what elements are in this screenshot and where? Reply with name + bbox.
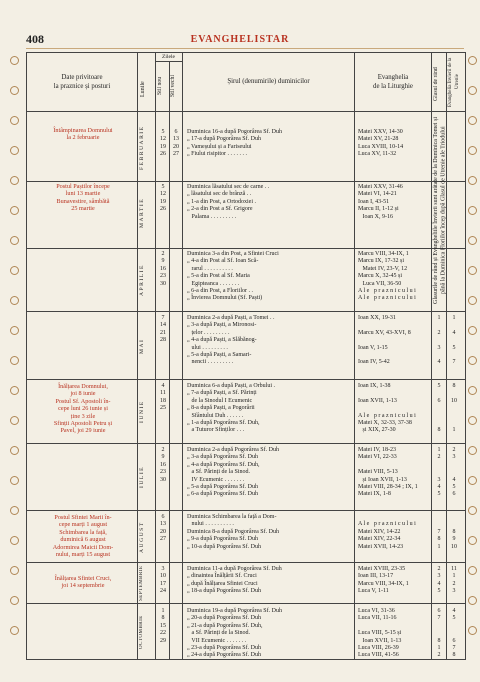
border-ornament-dot [10,596,19,605]
glas-may: 1 2 3 4 [437,315,441,366]
border-ornament-dot [468,86,477,95]
border-ornament-dot [10,236,19,245]
border-ornament-dot [468,416,477,425]
gospels-october: Luca VI, 31-36 Luca VII, 11-16 Luca VIII, 5-15 și Ioan XVII, 1-13 Luca VIII, 26-39 Luca VIII, 41-56 [358,608,402,659]
border-ornament-dot [468,596,477,605]
header-month: Lunile [140,81,146,97]
month-february: FEBRUARIE [139,125,145,171]
border-ornament-dot [10,446,19,455]
gospels-september: Matei XVIII, 23-35 Ioan III, 13-17 Marcu VIII, 34-IX, 1 Luca V, 1-11 [358,566,409,595]
border-ornament-dot [468,296,477,305]
border-ornament-dot [10,176,19,185]
feast-august: Postul Sfintei Marii în- cepe marți 1 august Schimbarea la față, duminică 6 august Adormirea Maicii Dom- nului, marți 15 august [52,514,114,559]
border-ornament-dot [468,626,477,635]
days-new-september: 3 10 17 24 [160,566,166,595]
border-ornament-dot [10,386,19,395]
border-ornament-dot [10,536,19,545]
gospels-july: Matei IV, 18-23 Matei VI, 22-33 Matei VIII, 5-13 și Ioan XVII, 1-13 Matei VIII, 28-34 ; IX, 1 Matei IX, 1-8 [358,447,418,498]
header-zilele: Zilele [161,54,176,60]
border-ornament-dot [468,56,477,65]
month-october: OCTOMBRIE [139,615,144,649]
calendar-table [26,52,466,660]
border-ornament-dot [468,326,477,335]
border-ornament-dot [10,116,19,125]
header-rule [26,48,464,49]
voscr-july: 2 3 4 5 6 [452,447,456,498]
header-bottom-rule [27,111,465,112]
border-ornament-dot [10,476,19,485]
sundays-september: Duminica 11-a după Pogorârea Sf. Duh „ dinaintea Înălțării Sf. Cruci „ după Înălțarea Sfintei Cruci „ 18-a după Pogorârea Sf. Duh [187,566,282,595]
voscr-may: 1 4 5 7 [452,315,456,366]
border-ornament-dot [10,206,19,215]
border-ornament-dot [468,176,477,185]
sep-4 [27,379,465,380]
page-number: 408 [26,32,44,46]
sep-8 [27,603,465,604]
border-ornament-dot [10,416,19,425]
border-ornament-dot [10,296,19,305]
gospels-february: Matei XXV, 14-30 Matei XV, 21-28 Luca XVIII, 10-14 Luca XV, 11-32 [358,129,404,158]
sundays-june: Duminica 6-a după Paști, a Orbului . „ 7-a după Paști, a Sf. Părinți de la Sinodul I Ecumenic „ 8-a după Paști, a Pogorârii Sfântului Duh . . . . . . „ 1-a după Pogorârea Sf. Duh, a Tuturor Sfinților . . . [187,383,275,434]
voscr-june: 8 10 1 [451,383,457,434]
border-ornament-dot [10,566,19,575]
sundays-august: Duminica Schimbarea la față a Dom- nului . . . . . . . . . . Duminica 8-a după Pogorârea Sf. Duh „ 9-a după Pogorârea Sf. Duh „ 10-a după Pogorârea Sf. Duh [187,514,279,550]
border-ornament-dot [10,146,19,155]
running-head: EVANGHELISTAR [190,34,290,45]
border-ornament-dot [468,476,477,485]
header-gospels: Evanghelia de la Liturghie [373,74,413,90]
gospels-august: A l e p r a z n i c u l u i Matei XIV, 14-22 Matei XIV, 22-34 Matei XVII, 14-23 [358,521,416,550]
border-ornament-dot [10,356,19,365]
header-stil-nou: Stil nou [157,76,163,96]
border-ornament-dot [468,116,477,125]
border-ornament-dot [468,566,477,575]
glas-august: 7 8 1 [437,528,441,550]
border-ornament-dot [10,86,19,95]
voscr-august: 8 9 10 [451,528,457,550]
border-ornament-dot [468,236,477,245]
divider-month [155,53,156,659]
sundays-may: Duminica 2-a după Paști, a Tomei . . „ 3-a după Paști, a Mironosi- țelor . . . . . . . . . „ 4-a după Paști, a Slăbănog- ului . . . . . . . . . „ 5-a după Paști, a Samari- nencii . . . . . . . . . [187,315,275,366]
gospels-may: Ioan XX, 19-31 Marcu XV, 43-XVI, 8 Ioan V, 1-15 Ioan IV, 5-42 [358,315,411,366]
voscr-october: 4 5 6 7 8 [452,608,456,659]
right-border-ornament [464,48,480,660]
month-june: IUNIE [139,400,145,424]
header-feasts: Date privitoare la praznice și posturi [53,74,111,90]
header-stil-vechi: Stil vechi [170,74,176,98]
month-september: SEPTEMBRIE [139,565,144,601]
days-old-february: 6 13 20 27 [173,129,179,158]
days-new-july: 2 9 16 23 30 [160,447,166,483]
left-border-ornament [6,48,22,660]
month-may: MAI [139,338,145,354]
border-ornament-dot [10,56,19,65]
sundays-april: Duminica 3-a din Post, a Sfintei Cruci „ 4-a din Post al Sf. Ioan Scă- rarul . . . . . . . . . . „ 5-a din Post al Sf. Maria Egipteanca . . . . . . . „ 6-a din Post, a Floriilor . . „ Învierea Domnului (Sf. Paști) [187,251,279,302]
sep-7 [27,562,465,563]
days-new-june: 4 11 18 25 [160,383,166,412]
feast-september: Înălțarea Sfintei Cruci, joi 14 septembrie [54,575,112,590]
days-new-may: 7 14 21 28 [160,315,166,344]
border-ornament-dot [468,266,477,275]
sep-5 [27,443,465,444]
feast-june: Înălțarea Domnului, joi 8 iunie Postul Sf. Apostoli în- cepe luni 26 iunie și ține 3 zile Sfinții Apostoli Petru și Pavel, joi 29 iunie [53,383,113,435]
days-new-march: 5 12 19 26 [160,184,166,213]
border-ornament-dot [10,626,19,635]
border-ornament-dot [468,536,477,545]
feast-march: Postul Paștilor începe luni 13 martie Bunavestire, sâmbătă 25 martie [56,183,110,213]
sep-1 [27,181,465,182]
sundays-july: Duminica 2-a după Pogorârea Sf. Duh „ 3-a după Pogorârea Sf. Duh „ 4-a după Pogorârea Sf. Duh, a Sf. Părinți de la Sinod. IV Ecumenic . . . . . . . „ 5-a după Pogorârea Sf. Duh „ 6-a după Pogorârea Sf. Duh [187,447,279,498]
border-ornament-dot [468,506,477,515]
month-march: MARTIE [139,197,145,229]
month-august: AUGUST [139,521,145,553]
border-ornament-dot [468,206,477,215]
header-voscr: Evanghelia Învierii de la Utrenie [448,57,460,107]
header-glas: Glasul de rând [433,67,439,101]
header-sundays: Șirul (denumirile) duminicilor [227,78,310,85]
sundays-march: Duminica lăsatului sec de carne . . „ lăsatului sec de brânză . . „ 1-a din Post, a Ortodoxiei . „ 2-a din Post a Sf. Grigore Palama . . . . . . . . . [187,184,270,220]
voscr-september: 11 1 2 3 [451,566,457,595]
feast-february: Întâmpinarea Domnului la 2 februarie [53,127,113,142]
month-july: IULIE [139,465,145,489]
glas-september: 2 3 4 5 [437,566,441,595]
border-ornament-dot [468,386,477,395]
sep-3 [27,311,465,312]
border-ornament-dot [10,506,19,515]
sundays-october: Duminica 19-a după Pogorârea Sf. Duh „ 20-a după Pogorârea Sf. Duh „ 21-a după Pogorârea Sf. Duh, a Sf. Părinți de la Sinod. VII Ecumenic . . . . . . . „ 23-a după Pogorârea Sf. Duh „ 24-a după Pogorârea Sf. Duh [187,608,282,659]
sep-6 [27,510,465,511]
sep-2 [27,248,465,249]
divider-zile [182,53,183,659]
glas-october: 6 7 8 1 2 [437,608,441,659]
border-ornament-dot [10,266,19,275]
month-april: APRILIE [139,264,145,296]
border-ornament-dot [10,326,19,335]
border-ornament-dot [468,446,477,455]
glas-july: 1 2 3 4 5 [437,447,441,498]
days-new-october: 1 8 15 22 29 [160,608,166,644]
divider-feasts [137,53,138,659]
gospels-march: Matei XXV, 31-46 Matei VI, 14-21 Ioan I, 43-51 Marcu II, 1-12 și Ioan X, 9-16 [358,184,403,220]
sundays-february: Duminica 16-a după Pogorârea Sf. Duh „ 17-a după Pogorârea Sf. Duh „ Vameșului și a Fariseului „ Fiului risipitor . . . . . . . [187,129,282,158]
side-note: Glasurile de rând și Evangheliile Învierii sunt arătate de la Duminica Tomei și până la Duminica Floriilor încep după Glasul de Utrenie ale Triodului [433,116,447,304]
gospels-april: Marcu VIII, 34-IX, 1 Marcu IX, 17-32 și Matei IV, 23-V, 12 Marcu X, 32-45 și Luca VII, 36-50 A l e p r a z n i c u l u i A l e p r a z n i c u l u i [358,251,416,302]
border-ornament-dot [468,146,477,155]
glas-june: 5 6 8 [437,383,441,434]
days-new-february: 5 12 19 26 [160,129,166,158]
gospels-june: Ioan IX, 1-38 Ioan XVII, 1-13 A l e p r a z n i c u l u i Matei X, 32-33, 37-38 și XIX, 27-30 [358,383,416,434]
border-ornament-dot [468,356,477,365]
days-new-april: 2 9 16 23 30 [160,251,166,287]
days-new-august: 6 13 20 27 [160,514,166,543]
